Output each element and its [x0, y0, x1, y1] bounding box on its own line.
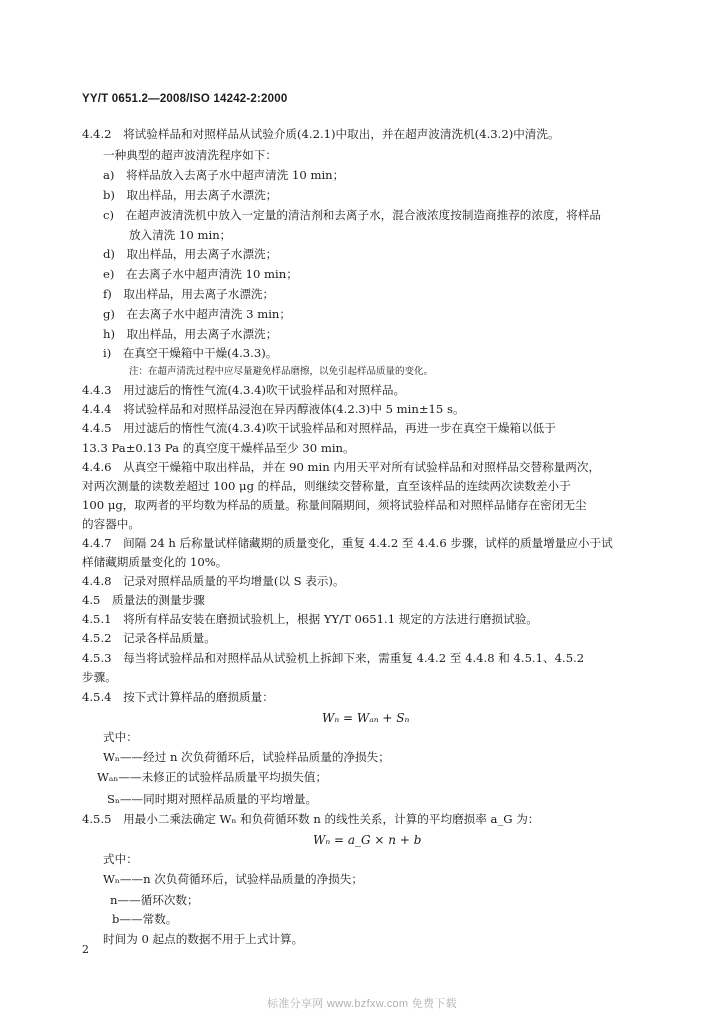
- text-line: 4.4.6 从真空干燥箱中取出样品，并在 90 min 内用天平对所有试验样品和对照样品交替称量两次，: [82, 460, 601, 474]
- text-line: n——循环次数；: [110, 893, 199, 907]
- text-line: b——常数。: [112, 912, 178, 926]
- text-line: 式中：: [103, 730, 138, 744]
- text-line: 4.4.5 用过滤后的惰性气流(4.3.4)吹干试验样品和对照样品，再进一步在真空干燥箱以低于: [82, 421, 556, 435]
- text-line: 100 μg，取两者的平均数为样品的质量。称量间隔期间，须将试验样品和对照样品储存在密闭无尘: [82, 498, 587, 512]
- text-line: Sₙ——同时期对照样品质量的平均增量。: [107, 792, 318, 806]
- text-line: 样储藏期质量变化的 10%。: [82, 555, 228, 569]
- text-line: 一种典型的超声波清洗程序如下：: [103, 148, 277, 162]
- equation: Wₙ = Wₐₙ + Sₙ: [322, 711, 410, 725]
- text-line: f) 取出样品，用去离子水漂洗；: [103, 287, 275, 301]
- text-line: 4.4.7 间隔 24 h 后称量试样储藏期的质量变化，重复 4.4.2 至 4.4.6 步骤，试样的质量增量应小于试: [82, 536, 613, 550]
- text-line: i) 在真空干燥箱中干燥(4.3.3)。: [103, 346, 278, 360]
- text-line: 对两次测量的读数差超过 100 μg 的样品，则继续交替称量，直至该样品的连续两次读数差小于: [82, 479, 571, 493]
- text-line: 的容器中。: [82, 517, 140, 531]
- document-header: YY/T 0651.2—2008/ISO 14242-2:2000: [82, 93, 288, 105]
- text-line: 4.4.4 将试验样品和对照样品浸泡在异丙醇液体(4.2.3)中 5 min±15 s。: [82, 402, 465, 416]
- text-line: 4.5.5 用最小二乘法确定 Wₙ 和负荷循环数 n 的线性关系，计算的平均磨损率 a_G 为：: [82, 812, 540, 826]
- text-line: Wₙ——n 次负荷循环后，试验样品质量的净损失；: [103, 872, 363, 886]
- text-line: 13.3 Pa±0.13 Pa 的真空度干燥样品至少 30 min。: [82, 441, 355, 455]
- text-line: a) 将样品放入去离子水中超声清洗 10 min；: [103, 168, 345, 182]
- text-line: 时间为 0 起点的数据不用于上式计算。: [103, 932, 304, 946]
- footer-watermark: 标准分享网 www.bzfxw.com 免费下载: [267, 998, 457, 1010]
- equation: Wₙ = a_G × n + b: [313, 833, 422, 847]
- text-line: b) 取出样品，用去离子水漂洗；: [103, 188, 278, 202]
- text-line: Wₐₙ——未修正的试验样品质量平均损失值；: [97, 770, 328, 784]
- text-line: 步骤。: [82, 670, 117, 684]
- text-line: c) 在超声波清洗机中放入一定量的清洁剂和去离子水，混合液浓度按制造商推荐的浓度，将样品: [103, 208, 601, 222]
- text-line: e) 在去离子水中超声清洗 10 min；: [103, 267, 298, 281]
- text-line: 4.5.2 记录各样品质量。: [82, 631, 216, 645]
- text-line: 注：在超声清洗过程中应尽量避免样品磨擦，以免引起样品质量的变化。: [129, 366, 434, 377]
- text-line: 4.5 质量法的测量步骤: [82, 593, 205, 607]
- text-line: 4.4.3 用过滤后的惰性气流(4.3.4)吹干试验样品和对照样品。: [82, 383, 406, 397]
- text-line: Wₙ——经过 n 次负荷循环后，试验样品质量的净损失；: [103, 750, 390, 764]
- text-line: 式中：: [103, 852, 138, 866]
- text-line: 4.4.8 记录对照样品质量的平均增量(以 S 表示)。: [82, 574, 345, 588]
- text-line: 4.4.2 将试验样品和对照样品从试验介质(4.2.1)中取出，并在超声波清洗机(4.3.2)中清洗。: [82, 127, 560, 141]
- text-line: d) 取出样品，用去离子水漂洗；: [103, 247, 278, 261]
- text-line: h) 取出样品，用去离子水漂洗；: [103, 327, 278, 341]
- text-line: g) 在去离子水中超声清洗 3 min；: [103, 307, 291, 321]
- text-line: 4.5.4 按下式计算样品的磨损质量：: [82, 690, 274, 704]
- text-line: 4.5.1 将所有样品安装在磨损试验机上，根据 YY/T 0651.1 规定的方法进行磨损试验。: [82, 612, 538, 626]
- text-line: 放入清洗 10 min；: [129, 228, 232, 242]
- text-line: 4.5.3 每当将试验样品和对照样品从试验机上拆卸下来，需重复 4.4.2 至 4.4.8 和 4.5.1、4.5.2: [82, 651, 585, 665]
- page-number: 2: [82, 943, 89, 956]
